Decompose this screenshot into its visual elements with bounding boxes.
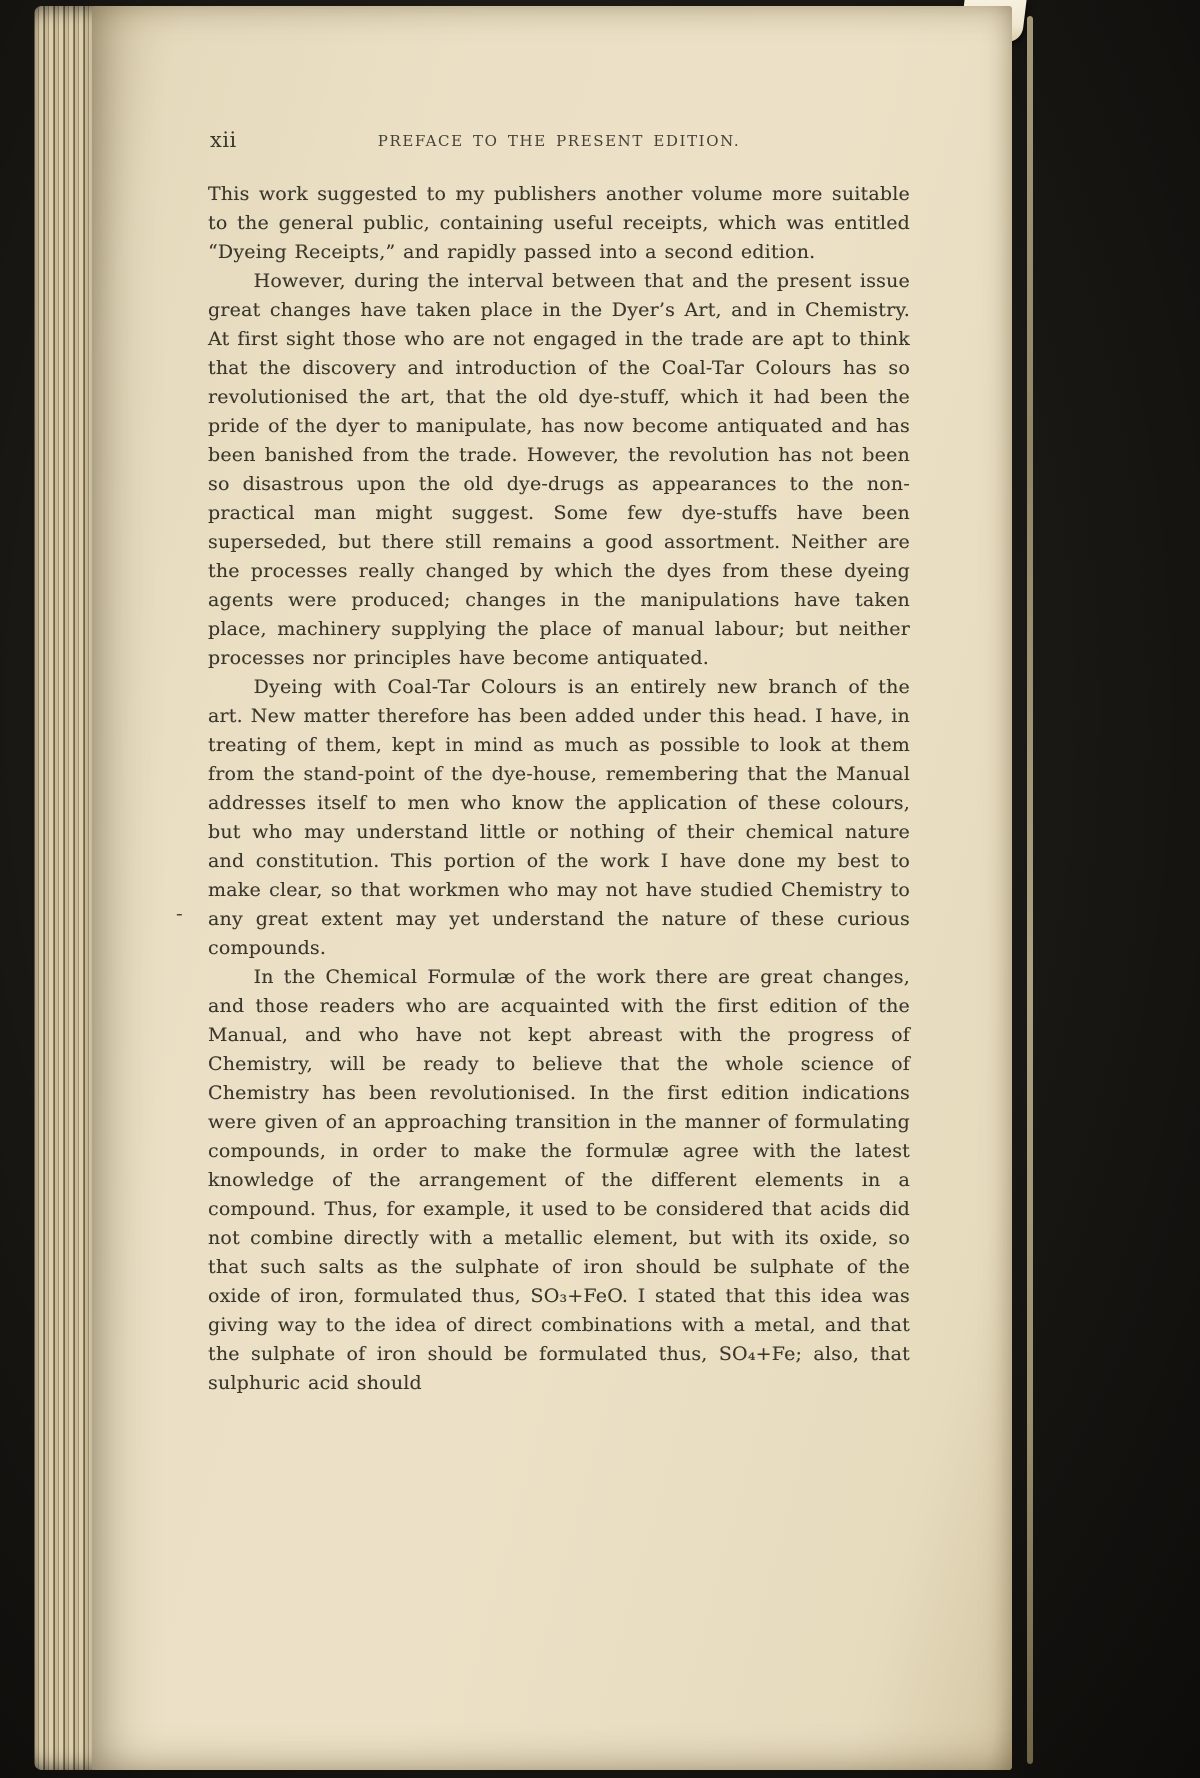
paragraph: In the Chemical Formulæ of the work there are great changes, and those readers who are acquainted with the first edition of the Manual, and who have not kept abreast with the progress of Chemistry, will be ready to believe that the whole science of Chemistry has been revolutionised. In the first edition indications were given of an approaching transition in the manner of formulating compounds, in order to make the formulæ agree with the latest knowledge of the arrangement of the different elements in a compound. Thus, for example, it used to be considered that acids did not combine directly with a metallic element, but with its oxide, so that such salts as the sulphate of iron should be sulphate of the oxide of iron, formulated thus, SO₃+FeO. I stated that this idea was giving way to the idea of direct combinations with a metal, and that the sulphate of iron should be formulated thus, SO₄+Fe; also, that sulphuric acid should	[208, 966, 910, 1394]
paragraph: This work suggested to my publishers another volume more suitable to the general public, containing useful receipts, which was entitled “Dyeing Receipts,” and rapidly passed into a second edition.	[208, 183, 910, 263]
book-page	[92, 6, 1012, 1770]
page-body	[208, 180, 910, 1398]
page-header	[208, 128, 910, 154]
stacked-page-edges	[34, 6, 94, 1770]
page-content	[92, 6, 1012, 1398]
paragraph: However, during the interval between that and the present issue great changes have taken place in the Dyer’s Art, and in Chemistry. At first sight those who are not engaged in the trade are apt to think that the discovery and introduction of the Coal-Tar Colours has so revolutionised the art, that the old dye-stuff, which it had been the pride of the dyer to manipulate, has now become antiquated and has been banished from the trade. However, the revolution has not been so disastrous upon the old dye-drugs as appearances to the non-practical man might suggest. Some few dye-stuffs have been superseded, but there still remains a good assortment. Neither are the processes really changed by which the dyes from these dyeing agents were produced; changes in the manipulations have taken place, machinery supplying the place of manual labour; but neither processes nor principles have become antiquated.	[208, 270, 910, 669]
margin-mark: -	[176, 901, 183, 925]
page-edge-right	[1027, 16, 1033, 1764]
paragraph: Dyeing with Coal-Tar Colours is an entirely new branch of the art. New matter therefore has been added under this head. I have, in treating of them, kept in mind as much as possible to look at them from the stand-point of the dye-house, remembering that the Manual addresses itself to men who know the application of these colours, but who may understand little or nothing of their chemical nature and constitution. This portion of the work I have done my best to make clear, so that workmen who may not have studied Chemistry to any great extent may yet understand the nature of these curious compounds.	[208, 676, 910, 959]
running-head: PREFACE TO THE PRESENT EDITION.	[377, 132, 741, 150]
page-number: xii	[210, 128, 237, 152]
